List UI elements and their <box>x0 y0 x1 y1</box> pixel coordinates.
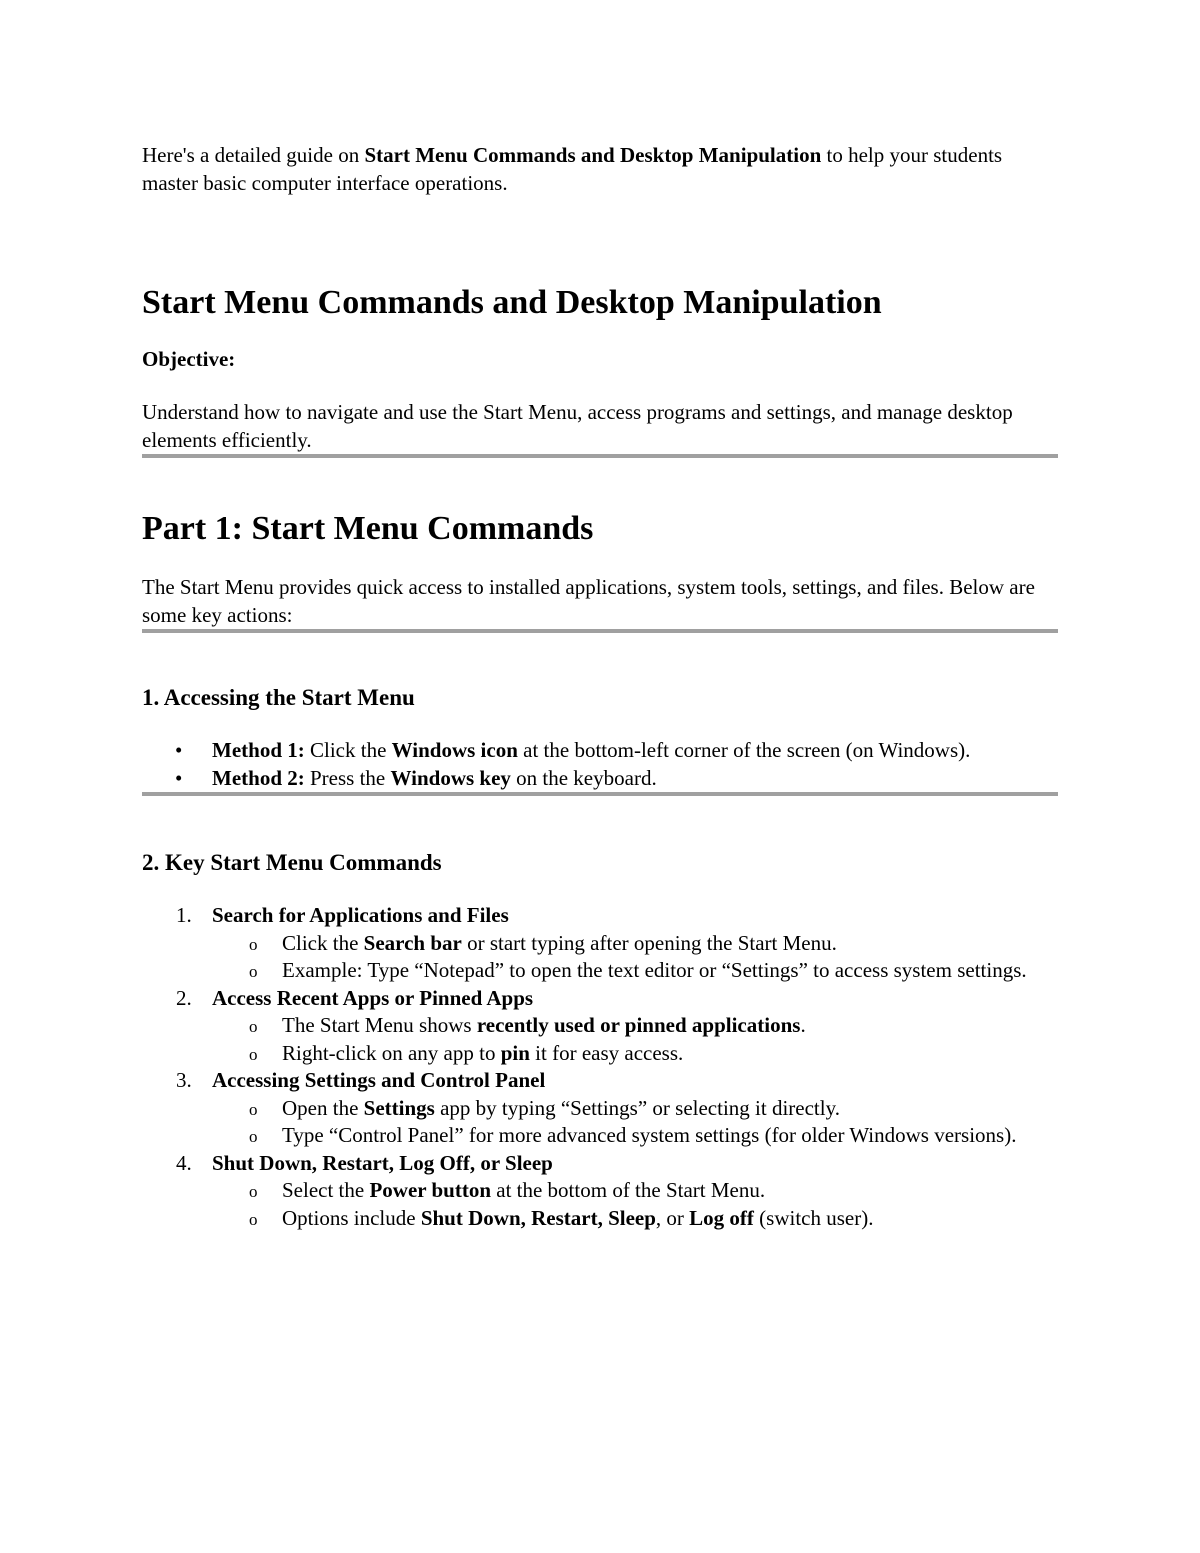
sub-text: Type “Control Panel” for more advanced system settings (for older Windows versions). <box>282 1123 1017 1147</box>
sub-list <box>212 1177 1058 1232</box>
sub-emphasis: recently used or pinned applications <box>476 1013 801 1037</box>
list-item <box>142 737 1058 765</box>
sub-list-item <box>142 1012 1058 1040</box>
sub-text-end: at the bottom of the Start Menu. <box>491 1178 766 1202</box>
sub-list-item <box>142 1205 1058 1233</box>
item-text-end: on the keyboard. <box>510 765 657 790</box>
section1-title: 1. Accessing the Start Menu <box>142 685 415 710</box>
item-text: Press the <box>304 765 391 790</box>
part1-intro: The Start Menu provides quick access to installed applications, system tools, settings, and files. Below are some key actions: <box>142 575 1035 627</box>
circle-bullet-icon: o <box>249 1182 258 1201</box>
item-title: Accessing Settings and Control Panel <box>212 1068 546 1092</box>
method-label: Method 1: <box>212 738 305 762</box>
list-item <box>142 765 1058 793</box>
item-emphasis: Windows key <box>390 765 511 790</box>
sub-text-mid: , or <box>655 1205 690 1230</box>
circle-bullet-icon: o <box>249 1209 258 1229</box>
sub-emphasis: Search bar <box>363 930 462 955</box>
item-number: 4. <box>176 1150 192 1175</box>
sub-text: Options include <box>282 1205 421 1230</box>
section2-title: 2. Key Start Menu Commands <box>142 850 442 875</box>
intro-emphasis: Start Menu Commands and Desktop Manipulation <box>364 143 822 167</box>
intro-text: Here's a detailed guide on <box>142 143 365 167</box>
sub-text-end: app by typing “Settings” or selecting it directly. <box>434 1095 840 1120</box>
sub-emphasis: Settings <box>363 1095 435 1120</box>
section2-numbered-list <box>142 902 1058 1232</box>
sub-emphasis: Shut Down, Restart, Sleep <box>420 1205 656 1230</box>
sub-text: Example: Type “Notepad” to open the text editor or “Settings” to access system settings. <box>282 958 1027 982</box>
sub-list <box>212 1012 1058 1067</box>
objective-label: Objective: <box>142 347 236 371</box>
list-item <box>142 1150 1058 1233</box>
circle-bullet-icon: o <box>249 1099 258 1119</box>
sub-list-item <box>142 930 1058 958</box>
intro-paragraph <box>142 142 1058 197</box>
sub-list-item <box>142 957 1058 985</box>
sub-list <box>212 930 1058 985</box>
list-item <box>142 902 1058 985</box>
part1-heading: Part 1: Start Menu Commands <box>142 510 594 547</box>
item-title: Shut Down, Restart, Log Off, or Sleep <box>212 1150 553 1175</box>
sub-list <box>212 1095 1058 1150</box>
method-label: Method 2: <box>212 765 305 790</box>
sub-text: Open the <box>282 1095 364 1120</box>
sub-list-item <box>142 1040 1058 1068</box>
item-number: 3. <box>176 1068 192 1092</box>
item-title: Search for Applications and Files <box>212 903 509 927</box>
document-title: Start Menu Commands and Desktop Manipulation <box>142 284 882 321</box>
horizontal-rule <box>142 454 1058 458</box>
section1-bullet-list <box>142 737 1058 792</box>
circle-bullet-icon: o <box>249 1044 258 1064</box>
sub-text-end: or start typing after opening the Start Menu. <box>461 930 837 955</box>
item-text: Click the <box>304 738 392 762</box>
horizontal-rule <box>142 792 1058 796</box>
item-number: 1. <box>176 903 192 927</box>
sub-emphasis-2: Log off <box>689 1205 754 1230</box>
bullet-icon: • <box>175 738 183 762</box>
horizontal-rule <box>142 629 1058 633</box>
sub-list-item <box>142 1122 1058 1150</box>
sub-text-end: . <box>800 1013 806 1037</box>
sub-list-item <box>142 1177 1058 1205</box>
item-emphasis: Windows icon <box>391 738 518 762</box>
list-item <box>142 985 1058 1068</box>
sub-list-item <box>142 1095 1058 1123</box>
sub-emphasis: Power button <box>369 1178 491 1202</box>
intro-text-end: to help your students master basic computer interface operations. <box>142 143 1003 195</box>
list-item <box>142 1067 1058 1150</box>
sub-text: The Start Menu shows <box>282 1013 477 1037</box>
circle-bullet-icon: o <box>249 1127 258 1146</box>
sub-text: Right-click on any app to <box>282 1040 501 1065</box>
sub-emphasis: pin <box>500 1040 530 1065</box>
circle-bullet-icon: o <box>249 962 258 981</box>
item-title: Access Recent Apps or Pinned Apps <box>212 985 534 1010</box>
bullet-icon: • <box>175 765 183 790</box>
circle-bullet-icon: o <box>249 934 258 954</box>
sub-text: Select the <box>282 1178 370 1202</box>
sub-text-end: it for easy access. <box>529 1040 684 1065</box>
sub-text: Click the <box>282 930 364 955</box>
sub-text-end: (switch user). <box>753 1205 874 1230</box>
circle-bullet-icon: o <box>249 1017 258 1036</box>
item-text-end: at the bottom-left corner of the screen (on Windows). <box>517 738 971 762</box>
objective-text: Understand how to navigate and use the Start Menu, access programs and settings, and manage desktop elements efficiently. <box>142 400 1013 452</box>
item-number: 2. <box>176 985 192 1010</box>
document-content <box>142 142 1058 1232</box>
